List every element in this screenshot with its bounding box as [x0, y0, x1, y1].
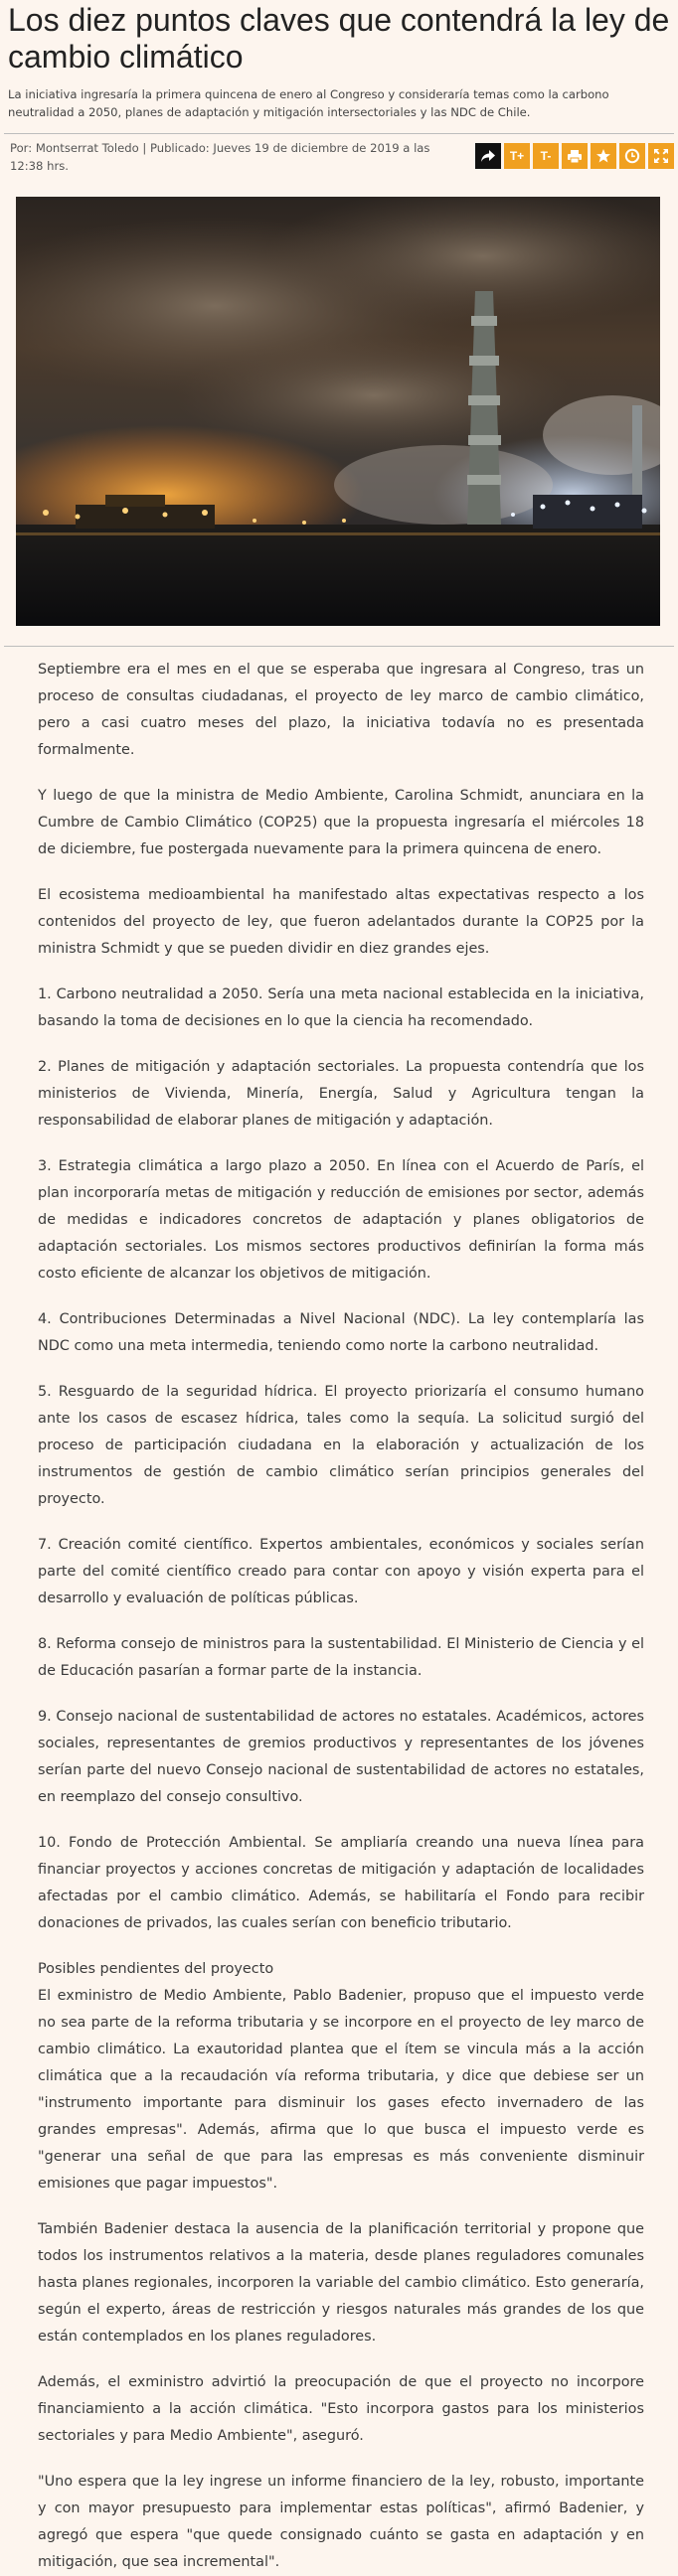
paragraph: Y luego de que la ministra de Medio Ambiente, Carolina Schmidt, anunciara en la Cumbre de Cambio Climático (COP25) que la propuesta ingresaría el miércoles 18 de diciembre, fue postergada nuevamente para la primera quincena de enero. [38, 788, 644, 857]
paragraph: 2. Planes de mitigación y adaptación sectoriales. La propuesta contendría que los ministerios de Vivienda, Minería, Energía, Salud y Agricultura tengan la responsabilidad de elaborar planes de mitigación y adaptación. [38, 1059, 644, 1129]
paragraph: El exministro de Medio Ambiente, Pablo Badenier, propuso que el impuesto verde no sea parte de la reforma tributaria y se incorpore en el proyecto de ley marco de cambio climático. La exautoridad plantea que el ítem se vincula más a la acción climática que a la recaudación vía reforma tributaria, y dice que debiese ser un "instrumento importante para disminuir los gases efecto invernadero de las grandes empresas". Además, afirma que lo que busca el impuesto verde es "generar una señal de que para las empresas es más conveniente disminuir emisiones que pagar impuestos". [38, 1988, 644, 2192]
print-icon[interactable] [562, 143, 588, 169]
paragraph: 9. Consejo nacional de sustentabilidad de actores no estatales. Académicos, actores sociales, representantes de gremios productivos y representantes de los jóvenes serían parte del nuevo Consejo nacional de sustentabilidad de actores no estatales, en reemplazo del consejo consultivo. [38, 1709, 644, 1805]
article-toolbar [475, 143, 674, 169]
paragraph: Septiembre era el mes en el que se esperaba que ingresara al Congreso, tras un proceso de consultas ciudadanas, el proyecto de ley marco de cambio climático, pero a casi cuatro meses del plazo, la iniciativa todavía no es presentada formalmente. [38, 662, 644, 758]
byline: Por: Montserrat Toledo | Publicado: Jueves 19 de diciembre de 2019 a las 12:38 hrs. [10, 141, 430, 173]
clock-icon[interactable] [619, 143, 645, 169]
paragraph: También Badenier destaca la ausencia de la planificación territorial y propone que todos los instrumentos relativos a la materia, desde planes reguladores comunales hasta planes regionales, incorporen la variable del cambio climático. Esto generaría, según el experto, áreas de restricción y riesgos naturales más grandes de los que están contemplados en los planes reguladores. [38, 2221, 644, 2345]
paragraph: 10. Fondo de Protección Ambiental. Se ampliaría creando una nueva línea para financiar proyectos y acciones concretas de mitigación y adaptación de localidades afectadas por el cambio climático. Además, se habilitaría el Fondo para recibir donaciones de privados, las cuales serían con beneficio tributario. [38, 1835, 644, 1931]
paragraph: 1. Carbono neutralidad a 2050. Sería una meta nacional establecida en la iniciativa, basando la toma de decisiones en lo que la ciencia ha recomendado. [38, 986, 644, 1029]
font-increase-button[interactable]: T+ [504, 143, 530, 169]
section-subheading: Posibles pendientes del proyecto [38, 1961, 274, 1977]
share-icon[interactable] [475, 143, 501, 169]
font-decrease-button[interactable]: T- [533, 143, 559, 169]
factory-night-image [16, 197, 660, 626]
divider-bottom [4, 646, 674, 647]
paragraph: 8. Reforma consejo de ministros para la sustentabilidad. El Ministerio de Ciencia y el de Educación pasarían a formar parte de la instancia. [38, 1636, 644, 1679]
meta-row [0, 133, 678, 197]
divider-top [4, 133, 674, 134]
paragraph: 4. Contribuciones Determinadas a Nivel Nacional (NDC). La ley contemplaría las NDC como una meta intermedia, teniendo como norte la carbono neutralidad. [38, 1311, 644, 1354]
article-photo [16, 197, 660, 626]
article-title: Los diez puntos claves que contendrá la ley de cambio climático [8, 2, 670, 75]
star-icon[interactable] [591, 143, 616, 169]
paragraph: 5. Resguardo de la seguridad hídrica. El proyecto priorizaría el consumo humano ante los casos de escasez hídrica, tales como la sequía. La solicitud surgió del proceso de participación ciudadana en la elaboración y actualización de los instrumentos de gestión de cambio climático serían principios generales del proyecto. [38, 1384, 644, 1507]
paragraph: 7. Creación comité científico. Expertos ambientales, económicos y sociales serían parte del comité científico creado para contar con apoyo y visión experta para el desarrollo y evaluación de políticas públicas. [38, 1537, 644, 1606]
article-body [0, 657, 678, 2576]
expand-icon[interactable] [648, 143, 674, 169]
paragraph: 3. Estrategia climática a largo plazo a 2050. En línea con el Acuerdo de París, el plan incorporaría metas de mitigación y reducción de emisiones por sector, además de medidas e indicadores concretos de adaptación y planes obligatorios de adaptación sectoriales. Los mismos sectores productivos definirían la forma más costo eficiente de alcanzar los objetivos de mitigación. [38, 1158, 644, 1282]
paragraph: El ecosistema medioambiental ha manifestado altas expectativas respecto a los contenidos del proyecto de ley, que fueron adelantados durante la COP25 por la ministra Schmidt y que se pueden dividir en diez grandes ejes. [38, 887, 644, 957]
article-subtitle: La iniciativa ingresaría la primera quincena de enero al Congreso y consideraría temas como la carbono neutralidad a 2050, planes de adaptación y mitigación intersectoriales y las NDC de Chile. [8, 87, 609, 119]
paragraph: Además, el exministro advirtió la preocupación de que el proyecto no incorpore financiamiento a la acción climática. "Esto incorpora gastos para los ministerios sectoriales y para Medio Ambiente", aseguró. [38, 2374, 644, 2444]
paragraph: "Uno espera que la ley ingrese un informe financiero de la ley, robusto, importante y con mayor presupuesto para implementar estas políticas", afirmó Badenier, y agregó que espera "que quede consignado cuánto se gasta en adaptación y en mitigación, que sea incremental". [38, 2474, 644, 2570]
